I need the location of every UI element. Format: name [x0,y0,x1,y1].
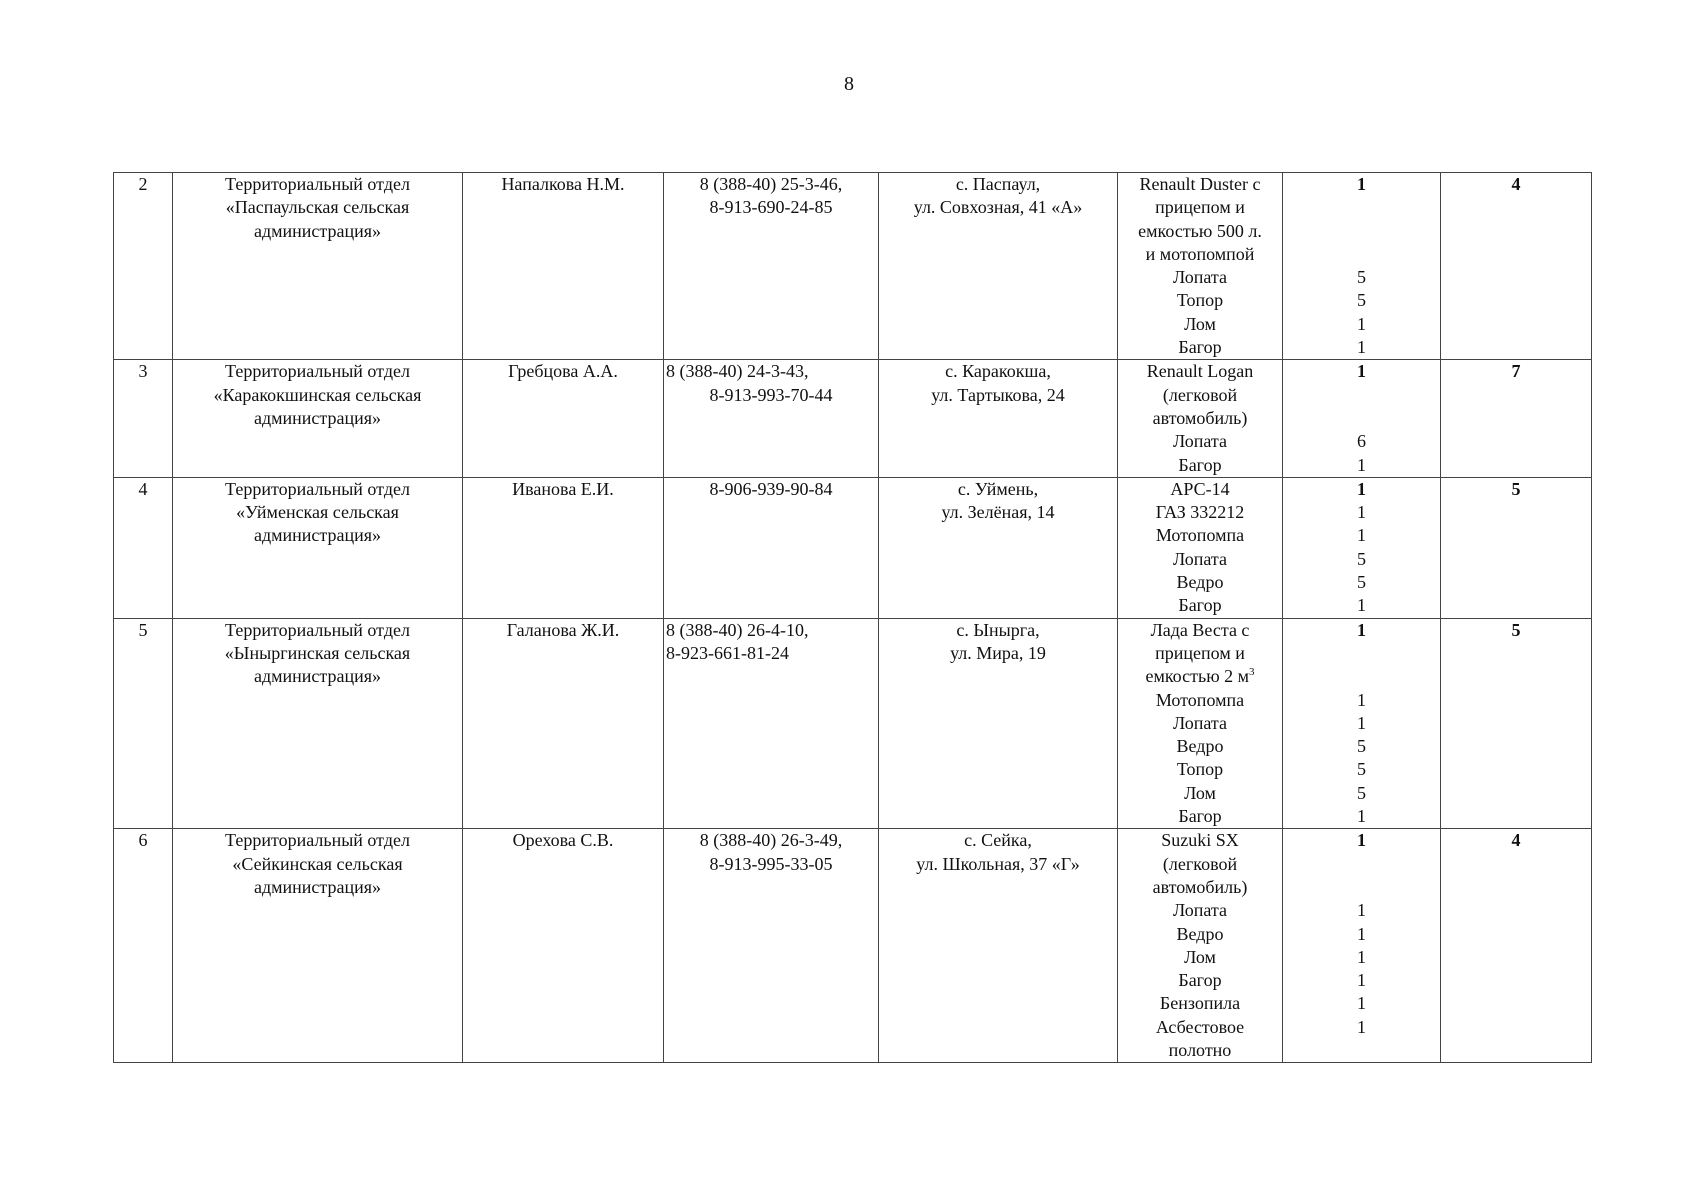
quantity-value [1285,220,1438,243]
quantity-cell [1283,360,1441,477]
phone-cell [664,360,879,477]
equipment-item: Лопата [1173,267,1227,288]
equipment-item: Багор [1178,454,1222,475]
responsible-person-cell [463,618,664,829]
quantity-value [1285,853,1438,876]
row-number-cell [114,173,173,360]
phone-number: 8-913-690-24-85 [709,197,833,218]
responsible-person: Напалкова Н.М. [501,174,625,194]
department-line: «Каракокшинская сельская [213,384,422,405]
department-line: «Паспаульская сельская [225,197,410,218]
phone-cell [664,829,879,1063]
phone-cell [664,173,879,360]
equipment-item: емкостью 500 л. [1138,220,1262,241]
equipment-item: автомобиль) [1152,876,1248,897]
equipment-item: Асбестовое [1155,1016,1245,1037]
equipment-item: Лом [1184,946,1216,967]
department-cell [173,360,463,477]
address-cell [879,173,1118,360]
phone-number: 8-906-939-90-84 [709,478,833,499]
equipment-item: полотно [1168,1039,1232,1060]
equipment-item: (легковой [1162,853,1238,874]
quantity-value [1285,196,1438,219]
total-cell [1441,173,1592,360]
address-line: с. Каракокша, [945,361,1051,382]
equipment-item: Ведро [1176,572,1224,593]
quantity-value [1285,384,1438,407]
quantity-cell [1283,477,1441,618]
equipment-cell [1118,360,1283,477]
equipment-item: Топор [1176,759,1224,780]
equipment-item: прицепом и [1155,642,1245,663]
quantity-value [1285,407,1438,430]
equipment-item: Лопата [1173,431,1227,452]
responsible-person: Иванова Е.И. [512,478,614,499]
equipment-item: Renault Duster с [1139,174,1261,194]
total-value: 5 [1511,478,1521,499]
address-cell [879,477,1118,618]
quantity-value: 1 [1357,689,1366,710]
row-number: 2 [138,174,148,194]
department-line: «Сейкинская сельская [232,853,403,874]
responsible-person-cell [463,360,664,477]
phone-number: 8 (388-40) 26-3-49, [699,830,843,851]
equipment-cell [1118,618,1283,829]
quantity-value: 1 [1357,993,1366,1014]
equipment-item: Suzuki SX [1161,830,1239,851]
equipment-item: Лопата [1173,712,1227,733]
unit-superscript: 3 [1249,666,1255,679]
equipment-item: (легковой [1162,384,1238,405]
equipment-item: Ведро [1176,923,1224,944]
equipment-item: прицепом и [1155,197,1245,218]
total-value: 7 [1511,361,1521,382]
phone-cell [664,618,879,829]
quantity-value: 5 [1357,290,1366,311]
equipment-item: и мотопомпой [1145,243,1255,264]
equipment-item: Ведро [1176,736,1224,757]
equipment-item: Лада Веста с [1150,619,1250,640]
total-cell [1441,618,1592,829]
quantity-value: 1 [1357,313,1366,334]
quantity-value: 1 [1357,1016,1366,1037]
equipment-item: Мотопомпа [1155,689,1245,710]
responsible-person: Галанова Ж.И. [506,619,620,640]
row-number-cell [114,829,173,1063]
department-line: Территориальный отдел [225,478,410,499]
quantity-cell [1283,618,1441,829]
quantity-cell [1283,173,1441,360]
department-cell [173,829,463,1063]
address-line: с. Сейка, [964,830,1032,851]
equipment-cell [1118,477,1283,618]
quantity-value [1285,642,1438,665]
department-line: администрация» [253,525,382,546]
quantity-value: 1 [1357,361,1366,382]
quantity-value: 1 [1357,595,1366,616]
phone-number: 8 (388-40) 25-3-46, [699,174,843,194]
table-row [114,829,1592,1063]
quantity-value: 1 [1357,502,1366,523]
quantity-value: 1 [1357,970,1366,991]
quantity-value: 1 [1357,174,1366,194]
responsible-person: Гребцова А.А. [508,361,618,382]
table-row [114,618,1592,829]
address-cell [879,829,1118,1063]
quantity-value [1285,665,1438,688]
department-line: Территориальный отдел [225,619,410,640]
responsible-person-cell [463,173,664,360]
equipment-item: автомобиль) [1152,407,1248,428]
quantity-value: 1 [1357,806,1366,827]
equipment-item: Мотопомпа [1155,525,1245,546]
quantity-value: 1 [1357,923,1366,944]
address-cell [879,618,1118,829]
equipment-cell [1118,829,1283,1063]
total-value: 4 [1511,174,1521,194]
phone-number: 8 (388-40) 24-3-43, [666,361,809,382]
row-number-cell [114,360,173,477]
equipment-item: Багор [1178,595,1222,616]
address-line: с. Ыныргa, [956,619,1040,640]
quantity-cell [1283,829,1441,1063]
quantity-value: 1 [1357,454,1366,475]
department-cell [173,618,463,829]
department-line: администрация» [253,407,382,428]
quantity-value: 1 [1357,830,1366,851]
quantity-value: 1 [1357,619,1366,640]
table-row [114,360,1592,477]
resources-table [113,172,1592,1063]
address-cell [879,360,1118,477]
equipment-item [1120,665,1280,688]
equipment-item: Лом [1184,782,1216,803]
phone-cell [664,477,879,618]
table-row [114,477,1592,618]
department-cell [173,477,463,618]
address-line: ул. Мира, 19 [950,642,1046,663]
quantity-value: 1 [1357,478,1366,499]
address-line: ул. Зелёная, 14 [941,502,1055,523]
quantity-value: 1 [1357,946,1366,967]
table-row [114,173,1592,360]
phone-number: 8-913-995-33-05 [709,853,833,874]
responsible-person-cell [463,829,664,1063]
quantity-value: 5 [1357,548,1366,569]
quantity-value: 6 [1357,431,1366,452]
equipment-item: Багор [1178,337,1222,358]
quantity-value: 5 [1357,759,1366,780]
row-number-cell [114,618,173,829]
row-number: 3 [138,361,148,382]
page-number: 8 [844,73,854,95]
address-line: ул. Тартыкова, 24 [931,384,1065,405]
quantity-value [1285,243,1438,266]
equipment-item: Лом [1184,313,1216,334]
department-line: Территориальный отдел [225,174,410,194]
responsible-person-cell [463,477,664,618]
equipment-cell [1118,173,1283,360]
row-number-cell [114,477,173,618]
equipment-item: Багор [1178,970,1222,991]
total-cell [1441,829,1592,1063]
table-body [114,173,1592,1063]
quantity-value [1285,876,1438,899]
quantity-value: 1 [1357,900,1366,921]
department-line: администрация» [253,666,382,687]
address-line: с. Уймень, [957,478,1039,499]
department-line: администрация» [253,220,382,241]
department-line: «Ыныргинская сельская [224,642,411,663]
department-line: Территориальный отдел [225,830,410,851]
phone-number: 8 (388-40) 26-4-10, [666,619,809,640]
quantity-value [1285,1039,1438,1062]
department-line: Территориальный отдел [225,361,410,382]
quantity-value: 5 [1357,267,1366,288]
quantity-value: 1 [1357,337,1366,358]
address-line: с. Паспаул, [955,174,1041,194]
responsible-person: Орехова С.В. [512,830,614,851]
quantity-value: 5 [1357,572,1366,593]
equipment-item: Лопата [1173,900,1227,921]
equipment-item-text: емкостью 2 м [1145,666,1250,687]
address-line: ул. Школьная, 37 «Г» [916,853,1080,874]
total-cell [1441,477,1592,618]
row-number: 6 [138,830,148,851]
equipment-item: Renault Logan [1146,361,1254,382]
equipment-item: Бензопила [1159,993,1241,1014]
total-value: 5 [1511,619,1521,640]
address-line: ул. Совхозная, 41 «А» [913,197,1083,218]
phone-number: 8-913-993-70-44 [709,384,833,405]
equipment-item: ГАЗ 332212 [1155,502,1245,523]
row-number: 4 [138,478,148,499]
equipment-item: Лопата [1173,548,1227,569]
equipment-item: Топор [1176,290,1224,311]
equipment-item: АРС-14 [1170,478,1230,499]
quantity-value: 1 [1357,525,1366,546]
total-value: 4 [1511,830,1521,851]
quantity-value: 5 [1357,782,1366,803]
equipment-item: Багор [1178,806,1222,827]
department-line: администрация» [253,876,382,897]
row-number: 5 [138,619,148,640]
quantity-value: 5 [1357,736,1366,757]
department-cell [173,173,463,360]
quantity-value: 1 [1357,712,1366,733]
department-line: «Уйменская сельская [236,502,399,523]
total-cell [1441,360,1592,477]
phone-number: 8-923-661-81-24 [666,642,789,663]
